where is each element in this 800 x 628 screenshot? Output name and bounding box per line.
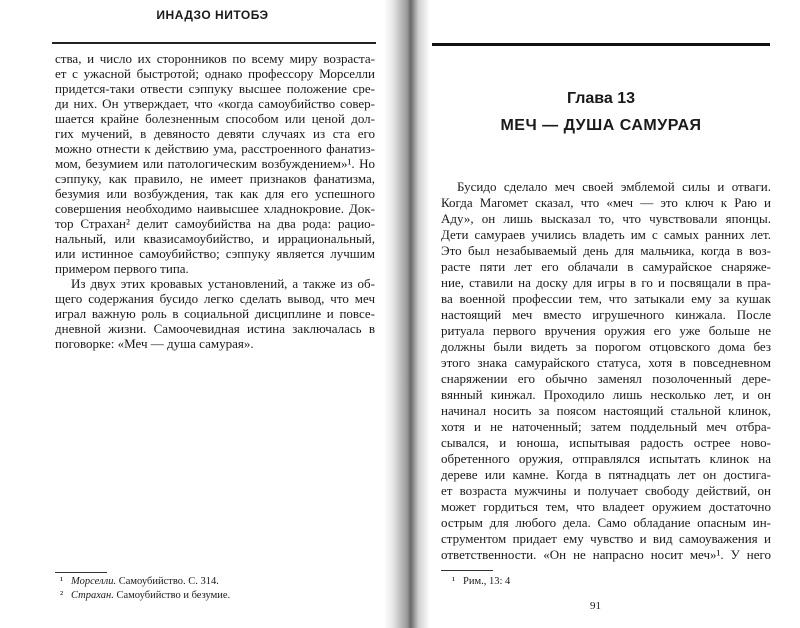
text-line: играл важную роль в социальной дисциплине и повсе- xyxy=(55,306,375,321)
footnote-text: Самоубийство и безумие. xyxy=(113,590,231,601)
text-line: вянный кинжал. Проходило лишь несколько лет, и он xyxy=(441,387,771,402)
footnote-rule xyxy=(441,570,493,571)
chapter-title: МЕЧ — ДУША САМУРАЯ xyxy=(500,117,702,134)
text-line: расте пяти лет его облачали в самурайское снаряже- xyxy=(441,259,771,274)
footnote-author: Морселли. xyxy=(71,576,117,587)
text-line: примером первого типа. xyxy=(55,261,189,276)
text-line: Из двух этих кровавых установлений, а также из об- xyxy=(71,276,375,291)
text-line: Дети самураев учились владеть им с самых ранних лет. xyxy=(441,227,771,242)
text-line: нальный, или квазисамоубийство, и иррациональный, xyxy=(55,231,375,246)
text-line: поговорке: «Меч — душа самурая». xyxy=(55,336,254,351)
text-line: острым для любого дела. Само обладание опасным ин- xyxy=(441,515,771,530)
text-line: ответственности. «Он не напрасно носит меч»¹. У него xyxy=(441,547,771,562)
running-head: ИНАДЗО НИТОБЭ xyxy=(156,8,269,22)
text-line: ритуала первого вручения оружия его уже больше не xyxy=(441,323,771,338)
footnote-author: Страхан. xyxy=(71,590,114,601)
text-line: совершения необходимо наивысшее хладнокровие. Док- xyxy=(55,201,375,216)
footnote xyxy=(60,575,219,588)
text-line: Бусидо сделало меч своей эмблемой силы и отваги. xyxy=(457,179,771,194)
footnote-text: Рим., 13: 4 xyxy=(463,576,511,587)
text-line: или истинное самоубийство; сэппуку является лучшим xyxy=(55,246,375,261)
text-line: ства, и число их сторонников по всему миру возраста- xyxy=(55,51,375,66)
text-line: безумия или возбуждения, так как для его успешного xyxy=(55,186,375,201)
header-rule xyxy=(432,43,770,46)
text-line: дневной жизни. Самоочевидная истина заключалась в xyxy=(55,321,375,336)
footnote xyxy=(60,589,230,602)
book-gutter xyxy=(384,0,430,628)
text-line: обретенного оружия, отправлялся испытать клинок на xyxy=(441,451,771,466)
left-page-body xyxy=(55,51,375,351)
text-line: начинал носить за поясом настоящий стальной клинок, xyxy=(441,403,771,418)
text-line: Это был незабываемый день для мальчика, когда в воз- xyxy=(441,243,771,258)
chapter-number: Глава 13 xyxy=(566,90,636,107)
text-line: сэппуку, как правило, не имеет признаков фанатизма, xyxy=(55,171,375,186)
text-line: придется-таки отвести сэппуку высшее положение сре- xyxy=(55,81,375,96)
text-line: Аду», он лишь высказал то, что чувствовали японцы. xyxy=(441,211,771,226)
text-line: хотя и не наточенный; затем поддельный меч отбра- xyxy=(441,419,771,434)
text-line: сывался, и юноша, испытывая радость острее ново- xyxy=(441,435,771,450)
footnote-rule xyxy=(55,572,107,573)
page-number: 91 xyxy=(590,600,601,612)
footnote-mark: ¹ xyxy=(60,576,64,587)
text-line: струментом придает ему чувство и вид самоуважения и xyxy=(441,531,771,546)
text-line: настоящий меч вместо игрушечного кинжала. После xyxy=(441,307,771,322)
right-page-body xyxy=(441,179,771,563)
text-line: шается крайне болезненным способом или ценой дол- xyxy=(55,111,375,126)
text-line: снаряжении его обычно заменял позолоченный дере- xyxy=(441,371,771,386)
text-line: ет возраста мужчины и получает свободу действий, он xyxy=(441,483,771,498)
text-line: этого знака самурайского статуса, хотя в повседневном xyxy=(441,355,771,370)
text-line: ва военной профессии тем, что затыкали ему за кушак xyxy=(441,291,771,306)
footnote-text: Самоубийство. С. 314. xyxy=(116,576,219,587)
footnote-mark: ² xyxy=(60,590,64,601)
text-line: ди них. Он утверждает, что «когда самоубийство совер- xyxy=(55,96,375,111)
text-line: гих мучений, в девяносто девяти случаях из ста его xyxy=(55,126,375,141)
text-line: ние, ставили на доску для игры в го и посвящали в пра- xyxy=(441,275,771,290)
footnote-mark: ¹ xyxy=(452,576,456,587)
text-line: щего содержания бусидо легко сделать вывод, что меч xyxy=(55,291,375,306)
text-line: должны были видеть за порогом отцовского дома без xyxy=(441,339,771,354)
text-line: ет с ужасной быстротой; однако профессору Морселли xyxy=(55,66,375,81)
text-line: мом, безумием или патологическим возбуждением»¹. Но xyxy=(55,156,375,171)
text-line: можно отнести к действию ума, расстроенного фанатиз- xyxy=(55,141,375,156)
text-line: дереве или камне. Когда в пятнадцать лет он достига- xyxy=(441,467,771,482)
footnote xyxy=(452,575,510,588)
text-line: Когда Магомет сказал, что «меч — это ключ к Раю и xyxy=(441,195,771,210)
text-line: может гордиться тем, что владеет оружием достаточно xyxy=(441,499,771,514)
header-rule xyxy=(52,42,376,44)
text-line: тор Страхан² делит самоубийства на два рода: рацио- xyxy=(55,216,375,231)
